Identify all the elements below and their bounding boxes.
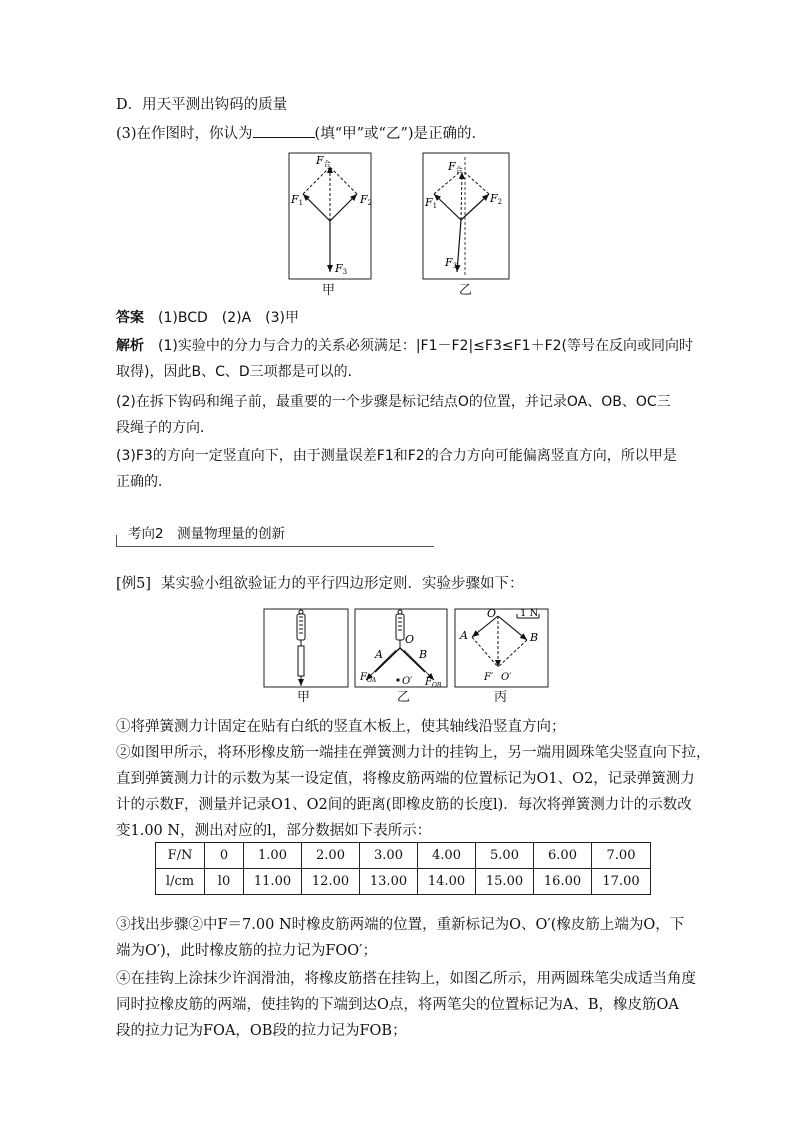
jia-label-f3: F3: [335, 262, 348, 276]
step-3-line2: 端为O′)，此时橡皮筋的拉力记为FOO′；: [116, 943, 377, 959]
table-row: [156, 869, 651, 895]
table-cell: 0: [205, 843, 244, 869]
table-cell: 16.00: [534, 869, 592, 895]
table-cell: F/N: [156, 843, 205, 869]
answer-label: 答案: [116, 310, 144, 326]
table-cell: 14.00: [418, 869, 476, 895]
step-1: ①将弹簧测力计固定在贴有白纸的竖直木板上，使其轴线沿竖直方向；: [116, 719, 566, 735]
bing-label-o-prime: O′: [501, 672, 512, 683]
yi-label-o: O: [405, 633, 415, 646]
data-table: [155, 842, 651, 895]
analysis-p2-line1: (2)在拆下钩码和绳子前，最重要的一个步骤是标记结点O的位置，并记录OA、OB、OC三: [116, 394, 671, 410]
table-cell: 3.00: [360, 843, 418, 869]
section-title: 考向2 测量物理量的创新: [128, 526, 286, 542]
step-2-line2: 直到弹簧测力计的示数为某一设定值，将橡皮筋两端的位置标记为O1、O2，记录弹簧测力: [116, 771, 695, 787]
bing-label-f-prime: F′: [484, 672, 494, 683]
yi-label-f1: F1: [425, 196, 438, 210]
yi-label-fob: $F_{OB}$: [425, 677, 442, 689]
option-d: D．用天平测出钩码的质量: [116, 97, 288, 113]
table-cell: 13.00: [360, 869, 418, 895]
caption-bing: 丙: [494, 690, 508, 705]
panel-jia: [264, 609, 348, 687]
step-2-line1: ②如图甲所示，将环形橡皮筋一端挂在弹簧测力计的挂钩上，另一端用圆珠笔尖竖直向下拉，: [116, 745, 711, 761]
table-row: [156, 843, 651, 869]
q3-suffix: (填“甲”或“乙”)是正确的．: [314, 126, 487, 142]
step-2-line4: 变1.00 N，测出对应的l，部分数据如下表所示：: [116, 823, 432, 839]
table-cell: 4.00: [418, 843, 476, 869]
table-cell: l0: [205, 869, 244, 895]
analysis-p1-line2: 取得)，因此B、C、D三项都是可以的．: [116, 364, 362, 380]
q3-prefix: (3)在作图时，你认为: [116, 126, 253, 142]
bing-label-a: A: [460, 629, 468, 642]
yi-label-a: A: [375, 648, 383, 661]
example-intro: [例5] 某实验小组欲验证力的平行四边形定则．实验步骤如下：: [116, 576, 524, 592]
analysis-p3-line2: 正确的．: [116, 474, 172, 490]
table-cell: 6.00: [534, 843, 592, 869]
yi-label-f3: F3: [445, 256, 458, 270]
scale-label: 1 N: [520, 608, 539, 619]
caption-jia-2: 甲: [297, 690, 311, 705]
yi-label-foa: $F_{OA}$: [360, 672, 377, 684]
jia-label-f2: F2: [360, 193, 373, 207]
table-cell: 7.00: [592, 843, 651, 869]
table-cell: 1.00: [244, 843, 302, 869]
analysis-p1-line1: 解析 (1)实验中的分力与合力的关系必须满足：|F1－F2|≤F3≤F1＋F2(等号在反向或同向时: [116, 338, 693, 354]
jia-label-ftotal: F合: [316, 154, 331, 168]
yi-label-b: B: [419, 648, 428, 661]
caption-yi-2: 乙: [397, 690, 411, 705]
caption-yi: 乙: [459, 283, 473, 298]
analysis-p2-line2: 段绳子的方向．: [116, 420, 214, 436]
answer-text: (1)BCD (2)A (3)甲: [158, 310, 299, 326]
table-cell: 15.00: [476, 869, 534, 895]
analysis-label: 解析: [116, 338, 144, 354]
yi-label-ftotal: F合: [448, 160, 463, 174]
step-4-line2: 同时拉橡皮筋的两端，使挂钩的下端到达O点，将两笔尖的位置标记为A、B，橡皮筋OA: [116, 997, 679, 1013]
table-cell: l/cm: [156, 869, 205, 895]
analysis-p3-line1: (3)F3的方向一定竖直向下，由于测量误差F1和F2的合力方向可能偏离竖直方向，所以甲是: [116, 448, 677, 464]
table-cell: 12.00: [302, 869, 360, 895]
step-2-line3: 计的示数F，测量并记录O1、O2间的距离(即橡皮筋的长度l)．每次将弹簧测力计的示数改: [116, 797, 692, 813]
step-3-line1: ③找出步骤②中F＝7.00 N时橡皮筋两端的位置，重新标记为O、O′(橡皮筋上端为O，下: [116, 917, 685, 933]
step-4-line3: 段的拉力记为FOA，OB段的拉力记为FOB；: [116, 1023, 407, 1039]
jia-label-f1: F1: [291, 193, 304, 207]
caption-jia: 甲: [322, 283, 336, 298]
table-cell: 5.00: [476, 843, 534, 869]
table-cell: 17.00: [592, 869, 651, 895]
step-4-line1: ④在挂钩上涂抹少许润滑油，将橡皮筋搭在挂钩上，如图乙所示，用两圆珠笔尖成适当角度: [116, 971, 696, 987]
bing-label-b: B: [530, 631, 539, 644]
table-cell: 11.00: [244, 869, 302, 895]
bing-label-o: O: [487, 607, 497, 620]
yi-label-o-prime: O′: [402, 676, 413, 687]
example-tag: [例5]: [116, 576, 152, 592]
table-cell: 2.00: [302, 843, 360, 869]
panel-yi: [355, 609, 447, 687]
yi-label-f2: F2: [490, 192, 503, 206]
